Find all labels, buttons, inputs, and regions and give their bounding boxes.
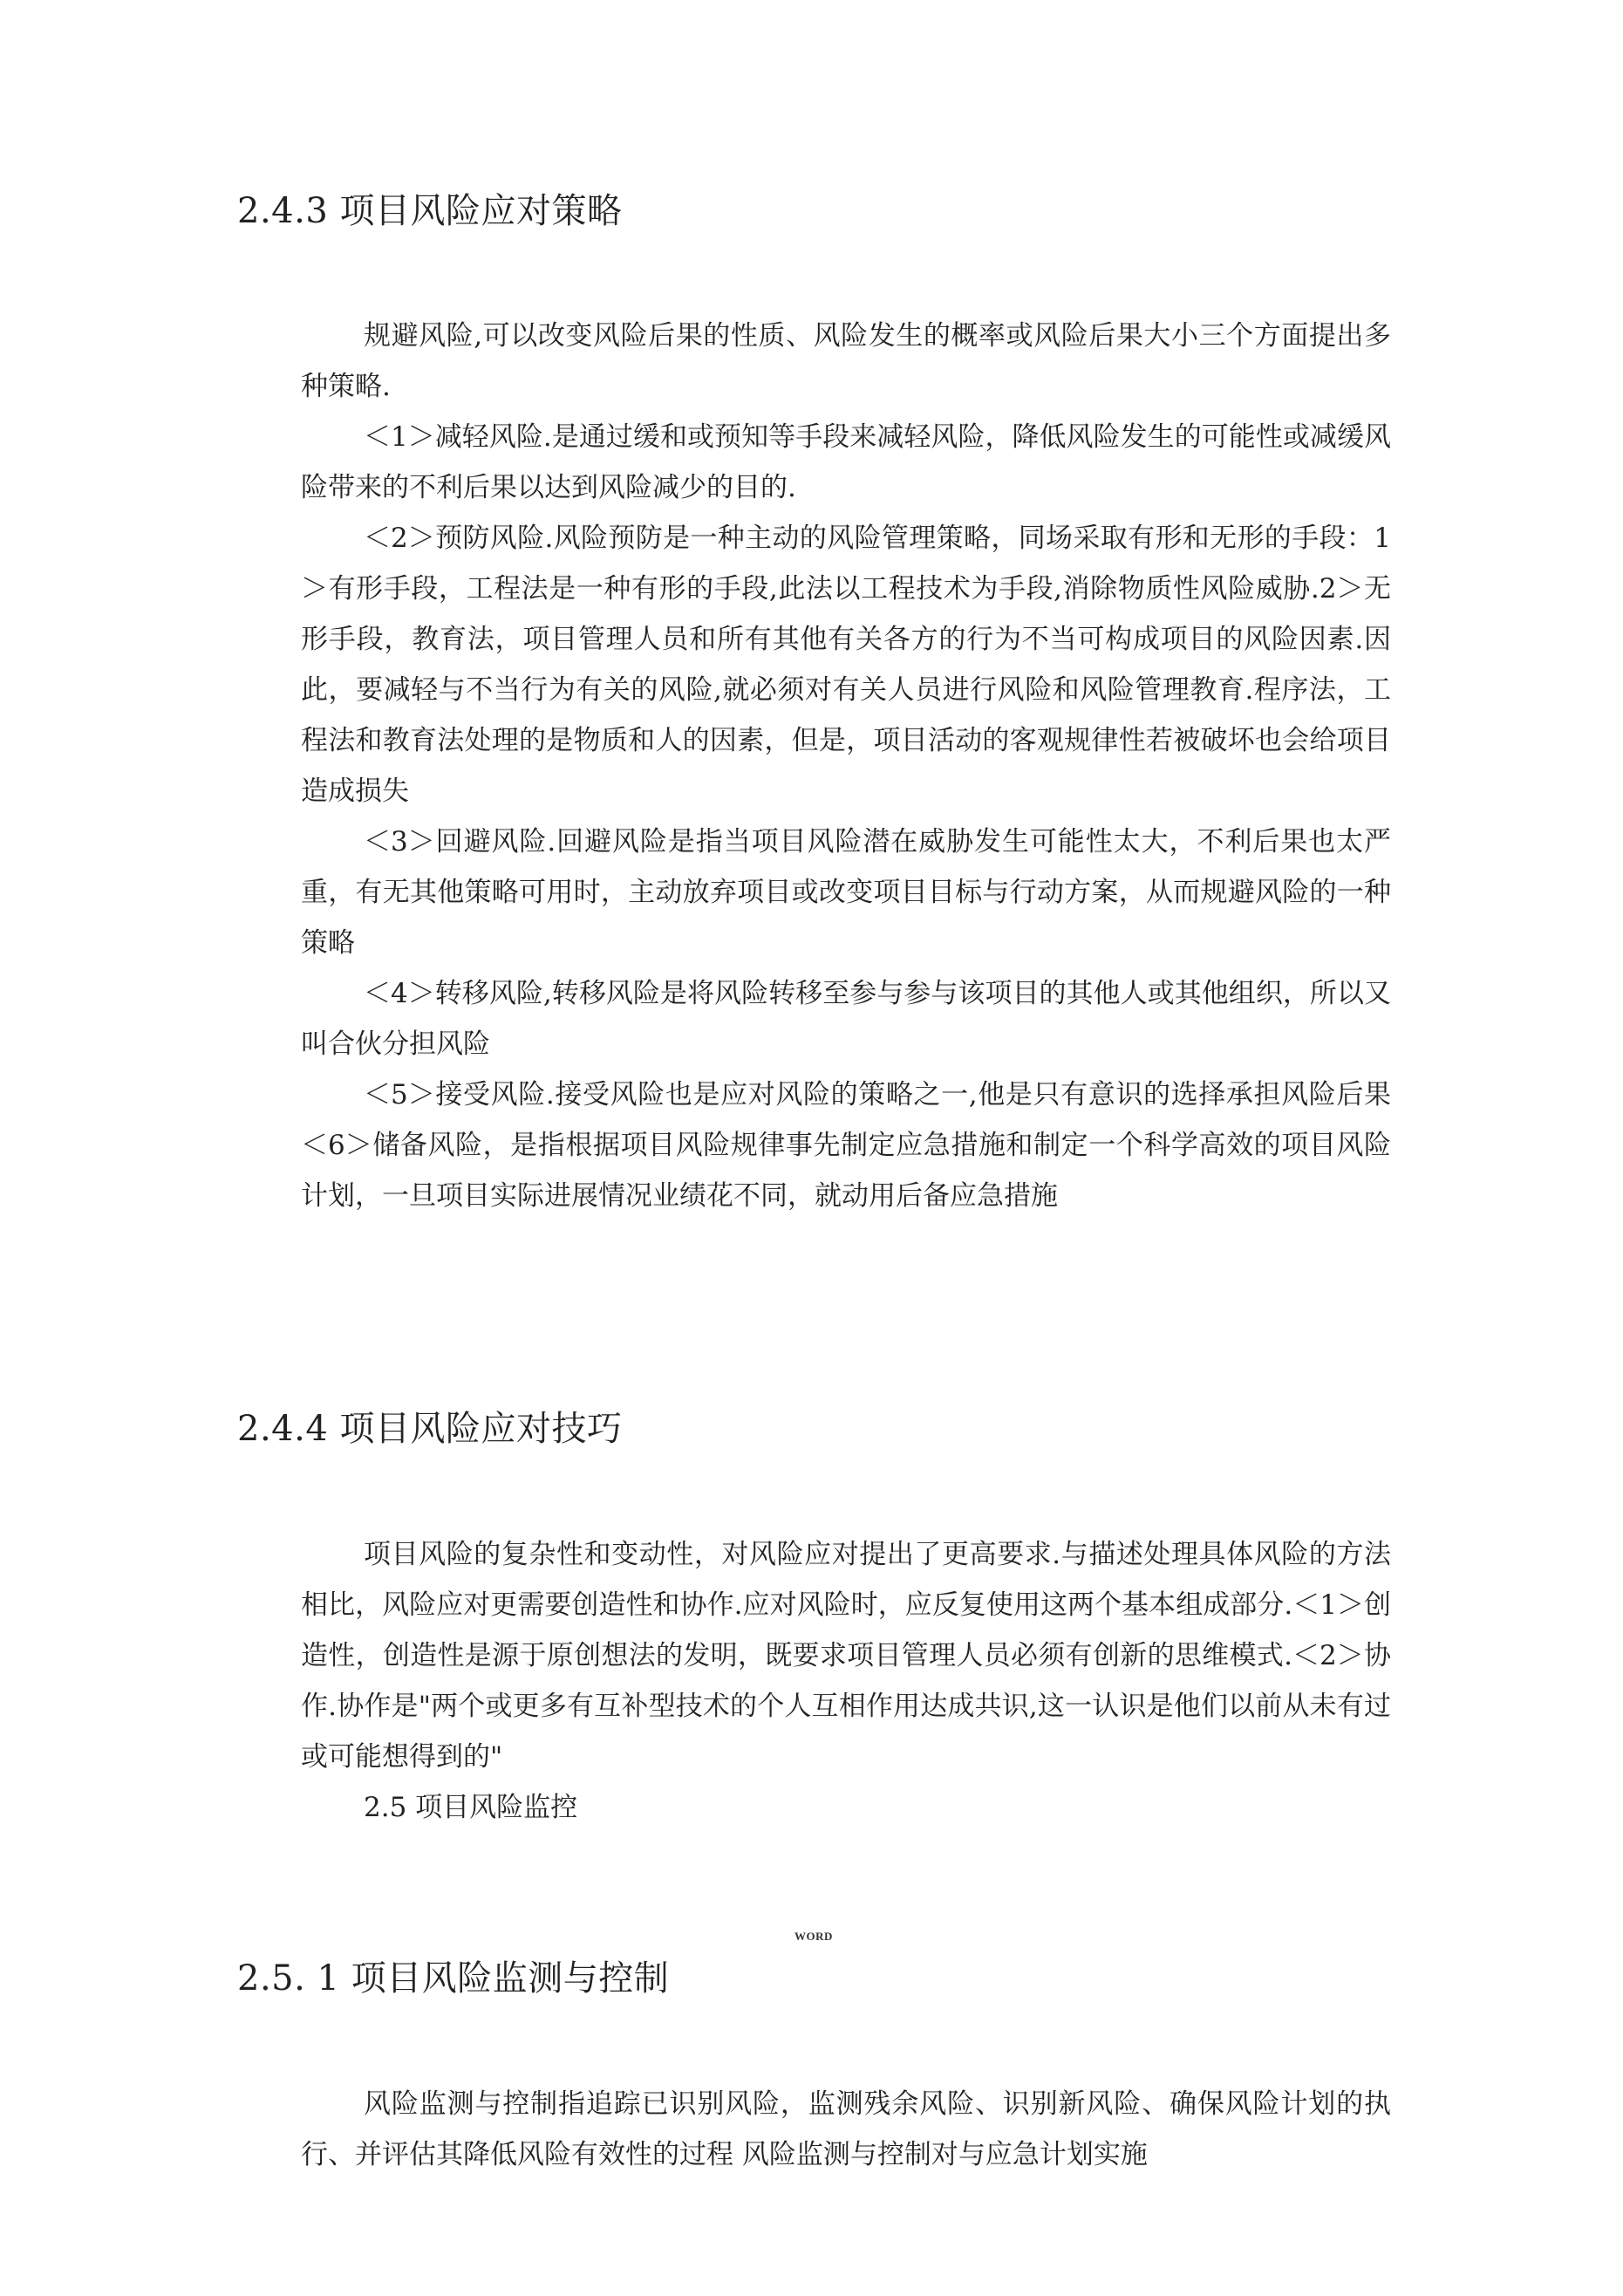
- heading-2-4-3: 2.4.3 项目风险应对策略: [237, 191, 623, 231]
- paragraph-reduce-risk: ＜1＞减轻风险.是通过缓和或预知等手段来减轻风险，降低风险发生的可能性或减缓风险带来的不利后果以达到风险减少的目的.: [301, 421, 1391, 503]
- paragraph-prevent-risk: ＜2＞预防风险.风险预防是一种主动的风险管理策略，同场采取有形和无形的手段：1＞有形手段，工程法是一种有形的手段,此法以工程技术为手段,消除物质性风险威胁.2＞无形手段，教育法，项目管理人员和所有其他有关各方的行为不当可构成项目的风险因素.因此，要减轻与不当行为有关的风险,就必须对有关人员进行风险和风险管理教育.程序法，工程法和教育法处理的是物质和人的因素，但是，项目活动的客观规律性若被破坏也会给项目造成损失: [301, 523, 1391, 807]
- heading-2-4-4: 2.4.4 项目风险应对技巧: [237, 1409, 623, 1449]
- paragraph-monitoring: 风险监测与控制指追踪已识别风险，监测残余风险、识别新风险、确保风险计划的执行、并评估其降低风险有效性的过程 风险监测与控制对与应急计划实施: [301, 2088, 1391, 2170]
- paragraph-accept-risk: ＜5＞接受风险.接受风险也是应对风险的策略之一,他是只有意识的选择承担风险后果＜6＞储备风险，是指根据项目风险规律事先制定应急措施和制定一个科学高效的项目风险计划，一旦项目实际进展情况业绩花不同，就动用后备应急措施: [301, 1079, 1391, 1212]
- paragraph-avoid-risk: ＜3＞回避风险.回避风险是指当项目风险潜在威胁发生可能性太大，不利后果也太严重，有无其他策略可用时，主动放弃项目或改变项目目标与行动方案，从而规避风险的一种策略: [301, 826, 1391, 959]
- heading-2-5-1: 2.5. 1 项目风险监测与控制: [237, 1958, 670, 1999]
- paragraph-transfer-risk: ＜4＞转移风险,转移风险是将风险转移至参与参与该项目的其他人或其他组织，所以又叫合伙分担风险: [301, 978, 1391, 1060]
- paragraph-response-skills: 项目风险的复杂性和变动性，对风险应对提出了更高要求.与描述处理具体风险的方法相比，风险应对更需要创造性和协作.应对风险时，应反复使用这两个基本组成部分.＜1＞创造性，创造性是源于原创想法的发明，既要求项目管理人员必须有创新的思维模式.＜2＞协作.协作是"两个或更多有互补型技术的个人互相作用达成共识,这一认识是他们以前从未有过或可能想得到的": [301, 1539, 1391, 1773]
- header-watermark: WORD: [794, 1930, 833, 1943]
- paragraph-intro: 规避风险,可以改变风险后果的性质、风险发生的概率或风险后果大小三个方面提出多种策略.: [301, 320, 1391, 402]
- subheading-2-5: 2.5 项目风险监控: [364, 1792, 578, 1823]
